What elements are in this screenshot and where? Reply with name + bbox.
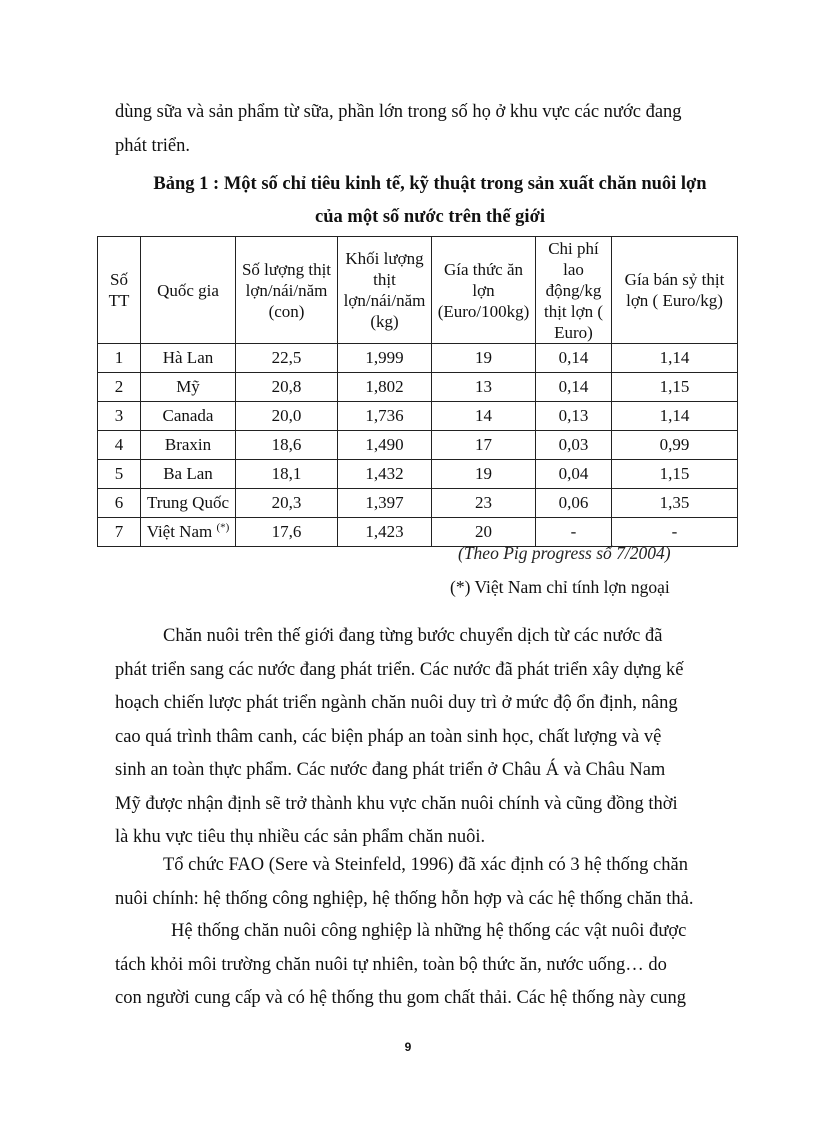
cell-weight: 1,999: [338, 344, 432, 373]
cell-quantity: 17,6: [236, 518, 338, 547]
cell-quantity: 18,1: [236, 460, 338, 489]
header-stt: Số TT: [98, 237, 141, 344]
table-header-row: [98, 237, 738, 344]
cell-quantity: 20,0: [236, 402, 338, 431]
cell-country: [141, 518, 236, 547]
cell-feed-price: 23: [432, 489, 536, 518]
cell-quantity: 18,6: [236, 431, 338, 460]
table-row: [98, 489, 738, 518]
text-line: dùng sữa và sản phẩm từ sữa, phần lớn trong số họ ở khu vực các nước đang: [115, 102, 682, 122]
cell-stt: 6: [98, 489, 141, 518]
cell-wholesale-price: 1,14: [612, 344, 738, 373]
cell-weight: 1,397: [338, 489, 432, 518]
header-quantity: Số lượng thịt lợn/nái/năm (con): [236, 237, 338, 344]
cell-labor-cost: 0,03: [536, 431, 612, 460]
cell-country: [141, 402, 236, 431]
cell-stt: 5: [98, 460, 141, 489]
cell-stt: 1: [98, 344, 141, 373]
text-line: tách khỏi môi trường chăn nuôi tự nhiên, toàn bộ thức ăn, nước uống… do: [115, 954, 667, 975]
cell-wholesale-price: 1,15: [612, 460, 738, 489]
text-line: phát triển sang các nước đang phát triển. Các nước đã phát triển xây dựng kế: [115, 659, 684, 680]
paragraph-2: [115, 849, 715, 916]
cell-stt: 4: [98, 431, 141, 460]
cell-labor-cost: 0,06: [536, 489, 612, 518]
cell-country: [141, 373, 236, 402]
data-table: [97, 236, 738, 547]
text-line: Chăn nuôi trên thế giới đang từng bước chuyển dịch từ các nước đã: [163, 626, 663, 646]
cell-country: [141, 460, 236, 489]
cell-feed-price: 20: [432, 518, 536, 547]
header-labor-cost: Chi phí lao động/kg thịt lợn ( Euro): [536, 237, 612, 344]
text-line: sinh an toàn thực phẩm. Các nước đang phát triển ở Châu Á và Châu Nam: [115, 760, 666, 780]
country-name: Mỹ: [176, 377, 200, 396]
country-name: Việt Nam: [146, 522, 217, 541]
text-line: phát triển.: [115, 135, 191, 156]
cell-wholesale-price: 1,15: [612, 373, 738, 402]
cell-feed-price: 19: [432, 460, 536, 489]
text-line: Mỹ được nhận định sẽ trở thành khu vực chăn nuôi chính và cũng đồng thời: [115, 793, 678, 814]
cell-country: [141, 431, 236, 460]
intro-paragraph: [115, 96, 715, 163]
page-number: 9: [404, 1040, 412, 1054]
cell-wholesale-price: 0,99: [612, 431, 738, 460]
table-source-note: (Theo Pig progress số 7/2004): [458, 543, 671, 563]
country-name: Ba Lan: [163, 464, 213, 483]
cell-country: [141, 489, 236, 518]
cell-stt: 2: [98, 373, 141, 402]
text-line: con người cung cấp và có hệ thống thu gom chất thải. Các hệ thống này cung: [115, 988, 687, 1008]
cell-country: [141, 344, 236, 373]
country-name: Canada: [162, 406, 214, 425]
text-line: là khu vực tiêu thụ nhiều các sản phẩm chăn nuôi.: [115, 827, 486, 847]
table-title-line-1: Bảng 1 : Một số chỉ tiêu kinh tế, kỹ thuật trong sản xuất chăn nuôi lợn: [153, 174, 707, 194]
header-wholesale-price: Gía bán sỷ thịt lợn ( Euro/kg): [612, 237, 738, 344]
cell-labor-cost: -: [536, 518, 612, 547]
cell-quantity: 20,8: [236, 373, 338, 402]
text-line: cao quá trình thâm canh, các biện pháp an toàn sinh học, chất lượng và vệ: [115, 726, 662, 747]
header-country: Quốc gia: [141, 237, 236, 344]
cell-labor-cost: 0,14: [536, 373, 612, 402]
cell-feed-price: 19: [432, 344, 536, 373]
cell-stt: 3: [98, 402, 141, 431]
text-line: hoạch chiến lược phát triển ngành chăn nuôi duy trì ở mức độ ổn định, nâng: [115, 693, 678, 713]
cell-wholesale-price: 1,14: [612, 402, 738, 431]
paragraph-1: [115, 620, 715, 855]
header-feed-price: Gía thức ăn lợn (Euro/100kg): [432, 237, 536, 344]
table-row: [98, 344, 738, 373]
text-line: Tổ chức FAO (Sere và Steinfeld, 1996) đã xác định có 3 hệ thống chăn: [163, 855, 688, 875]
table-title-line-2: của một số nước trên thế giới: [315, 207, 545, 227]
country-name: Hà Lan: [162, 348, 214, 367]
cell-feed-price: 13: [432, 373, 536, 402]
cell-wholesale-price: -: [612, 518, 738, 547]
table-row: [98, 431, 738, 460]
cell-weight: 1,423: [338, 518, 432, 547]
cell-labor-cost: 0,14: [536, 344, 612, 373]
cell-labor-cost: 0,13: [536, 402, 612, 431]
cell-feed-price: 17: [432, 431, 536, 460]
header-weight: Khối lượng thịt lợn/nái/năm (kg): [338, 237, 432, 344]
cell-quantity: 22,5: [236, 344, 338, 373]
cell-weight: 1,736: [338, 402, 432, 431]
cell-stt: 7: [98, 518, 141, 547]
table-row: [98, 460, 738, 489]
cell-weight: 1,432: [338, 460, 432, 489]
cell-feed-price: 14: [432, 402, 536, 431]
cell-quantity: 20,3: [236, 489, 338, 518]
text-line: nuôi chính: hệ thống công nghiệp, hệ thống hỗn hợp và các hệ thống chăn thả.: [115, 888, 694, 909]
footnote-marker: (*): [216, 521, 230, 534]
cell-weight: 1,490: [338, 431, 432, 460]
cell-weight: 1,802: [338, 373, 432, 402]
table-row: [98, 402, 738, 431]
paragraph-3: [115, 915, 715, 1016]
table-row: [98, 373, 738, 402]
country-name: Braxin: [164, 435, 212, 454]
cell-labor-cost: 0,04: [536, 460, 612, 489]
cell-wholesale-price: 1,35: [612, 489, 738, 518]
text-line: Hệ thống chăn nuôi công nghiệp là những hệ thống các vật nuôi được: [171, 921, 687, 941]
country-name: Trung Quốc: [146, 493, 230, 512]
table-footnote: (*) Việt Nam chỉ tính lợn ngoại: [450, 577, 670, 597]
